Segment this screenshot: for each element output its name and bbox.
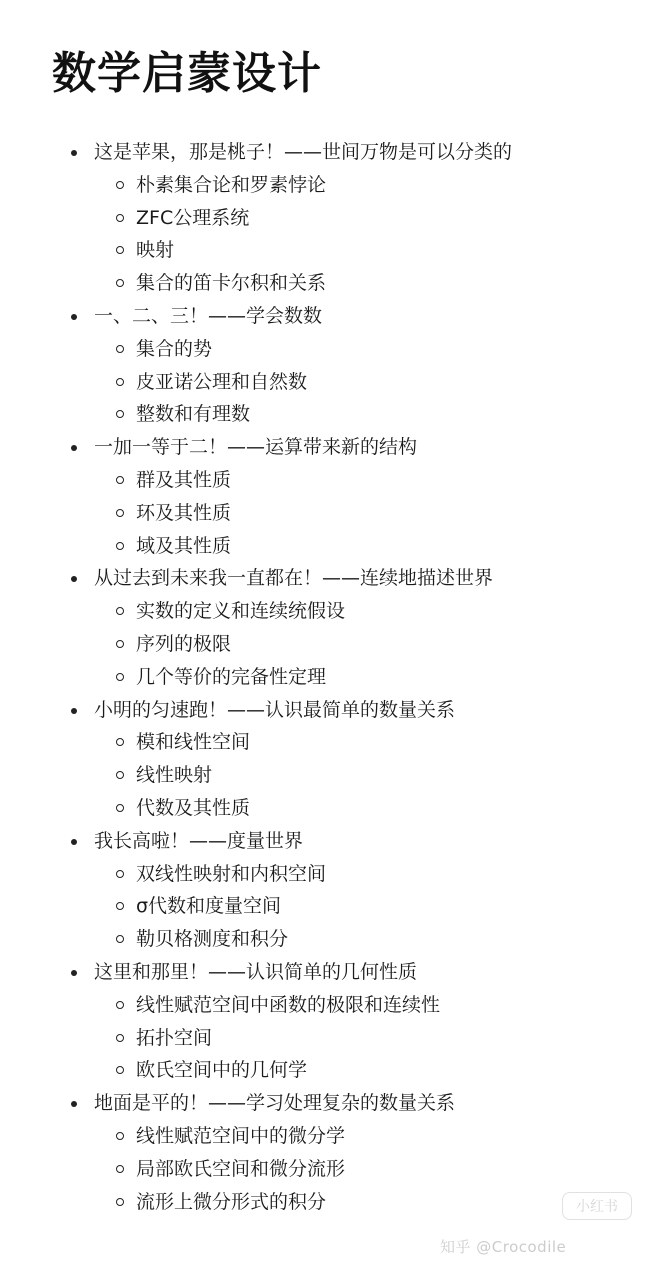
list-item: [0, 858, 668, 891]
list-item: [0, 890, 668, 923]
section-row: [0, 956, 668, 989]
outline-section: [0, 136, 668, 300]
list-item: [0, 497, 668, 530]
list-item-label: 整数和有理数: [136, 403, 251, 426]
list-item: [0, 267, 668, 300]
list-item-label: 双线性映射和内积空间: [136, 862, 327, 885]
list-item-label: 域及其性质: [136, 534, 232, 557]
section-label: 我长高啦！——度量世界: [94, 829, 304, 852]
outline-section: [0, 825, 668, 956]
section-label: 一、二、三！——学会数数: [94, 304, 323, 327]
outline-section: [0, 694, 668, 825]
list-item: [0, 202, 668, 235]
hollow-bullet-icon: [116, 935, 124, 943]
list-item-label: 皮亚诺公理和自然数: [136, 370, 308, 393]
list-item: [0, 923, 668, 956]
hollow-bullet-icon: [116, 738, 124, 746]
hollow-bullet-icon: [116, 673, 124, 681]
list-item-label: 局部欧氏空间和微分流形: [136, 1157, 346, 1180]
list-item-label: 流形上微分形式的积分: [136, 1190, 327, 1213]
list-item: [0, 595, 668, 628]
list-item-label: 几个等价的完备性定理: [136, 665, 327, 688]
list-item: [0, 169, 668, 202]
filled-bullet-icon: [71, 314, 77, 320]
list-item-label: 环及其性质: [136, 501, 232, 524]
section-label: 地面是平的！——学习处理复杂的数量关系: [94, 1092, 456, 1115]
filled-bullet-icon: [71, 445, 77, 451]
list-item-label: 线性赋范空间中的微分学: [136, 1124, 346, 1147]
list-item: [0, 628, 668, 661]
filled-bullet-icon: [71, 970, 77, 976]
hollow-bullet-icon: [116, 1001, 124, 1009]
hollow-bullet-icon: [116, 771, 124, 779]
sub-list: [0, 595, 668, 693]
hollow-bullet-icon: [116, 1066, 124, 1074]
filled-bullet-icon: [71, 150, 77, 156]
list-item-label: 线性赋范空间中函数的极限和连续性: [136, 993, 441, 1016]
section-row: [0, 1087, 668, 1120]
list-item: [0, 1054, 668, 1087]
watermark-text: 知乎 @Crocodile: [440, 1238, 567, 1256]
hollow-bullet-icon: [116, 902, 124, 910]
section-row: [0, 694, 668, 727]
section-row: [0, 825, 668, 858]
hollow-bullet-icon: [116, 1198, 124, 1206]
list-item-label: ZFC公理系统: [136, 206, 250, 229]
list-item-label: 实数的定义和连续统假设: [136, 600, 346, 623]
list-item-label: 映射: [136, 239, 175, 262]
hollow-bullet-icon: [116, 1034, 124, 1042]
filled-bullet-icon: [71, 576, 77, 582]
list-item: [0, 366, 668, 399]
filled-bullet-icon: [71, 708, 77, 714]
filled-bullet-icon: [71, 839, 77, 845]
list-item-label: 勒贝格测度和积分: [136, 928, 289, 951]
page-title: 数学启蒙设计: [52, 48, 322, 99]
section-label: 一加一等于二！——运算带来新的结构: [94, 436, 418, 459]
list-item: [0, 726, 668, 759]
list-item-label: 代数及其性质: [136, 796, 251, 819]
list-item: [0, 398, 668, 431]
list-item: [0, 464, 668, 497]
hollow-bullet-icon: [116, 542, 124, 550]
hollow-bullet-icon: [116, 246, 124, 254]
hollow-bullet-icon: [116, 214, 124, 222]
section-row: [0, 300, 668, 333]
hollow-bullet-icon: [116, 640, 124, 648]
sub-list: [0, 726, 668, 824]
hollow-bullet-icon: [116, 870, 124, 878]
sub-list: [0, 858, 668, 956]
list-item: [0, 530, 668, 563]
list-item-label: 序列的极限: [136, 632, 232, 655]
list-item: [0, 661, 668, 694]
hollow-bullet-icon: [116, 607, 124, 615]
hollow-bullet-icon: [116, 181, 124, 189]
list-item: [0, 792, 668, 825]
list-item-label: 集合的势: [136, 337, 213, 360]
list-item: [0, 234, 668, 267]
hollow-bullet-icon: [116, 378, 124, 386]
hollow-bullet-icon: [116, 345, 124, 353]
list-item-label: σ代数和度量空间: [136, 895, 282, 918]
hollow-bullet-icon: [116, 476, 124, 484]
watermark-logo: 小红书: [562, 1192, 632, 1220]
list-item: [0, 759, 668, 792]
outline-list: [0, 136, 668, 1218]
list-item: [0, 333, 668, 366]
hollow-bullet-icon: [116, 509, 124, 517]
sub-list: [0, 333, 668, 431]
sub-list: [0, 169, 668, 300]
section-row: [0, 431, 668, 464]
list-item: [0, 1153, 668, 1186]
hollow-bullet-icon: [116, 804, 124, 812]
list-item: [0, 1120, 668, 1153]
hollow-bullet-icon: [116, 279, 124, 287]
outline-section: [0, 300, 668, 431]
list-item-label: 模和线性空间: [136, 731, 251, 754]
sub-list: [0, 464, 668, 562]
list-item-label: 线性映射: [136, 764, 213, 787]
outline-section: [0, 562, 668, 693]
section-label: 小明的匀速跑！——认识最简单的数量关系: [94, 698, 456, 721]
sub-list: [0, 989, 668, 1087]
outline-section: [0, 431, 668, 562]
hollow-bullet-icon: [116, 1165, 124, 1173]
filled-bullet-icon: [71, 1101, 77, 1107]
list-item-label: 集合的笛卡尔积和关系: [136, 272, 327, 295]
hollow-bullet-icon: [116, 410, 124, 418]
section-row: [0, 136, 668, 169]
section-row: [0, 562, 668, 595]
list-item: [0, 989, 668, 1022]
section-label: 这里和那里！——认识简单的几何性质: [94, 960, 418, 983]
hollow-bullet-icon: [116, 1132, 124, 1140]
section-label: 这是苹果，那是桃子！——世间万物是可以分类的: [94, 141, 513, 163]
list-item-label: 朴素集合论和罗素悖论: [136, 173, 327, 196]
outline-section: [0, 956, 668, 1087]
list-item-label: 欧氏空间中的几何学: [136, 1059, 308, 1082]
list-item-label: 拓扑空间: [136, 1026, 213, 1049]
list-item-label: 群及其性质: [136, 468, 232, 491]
section-label: 从过去到未来我一直都在！——连续地描述世界: [94, 567, 494, 590]
list-item: [0, 1022, 668, 1055]
